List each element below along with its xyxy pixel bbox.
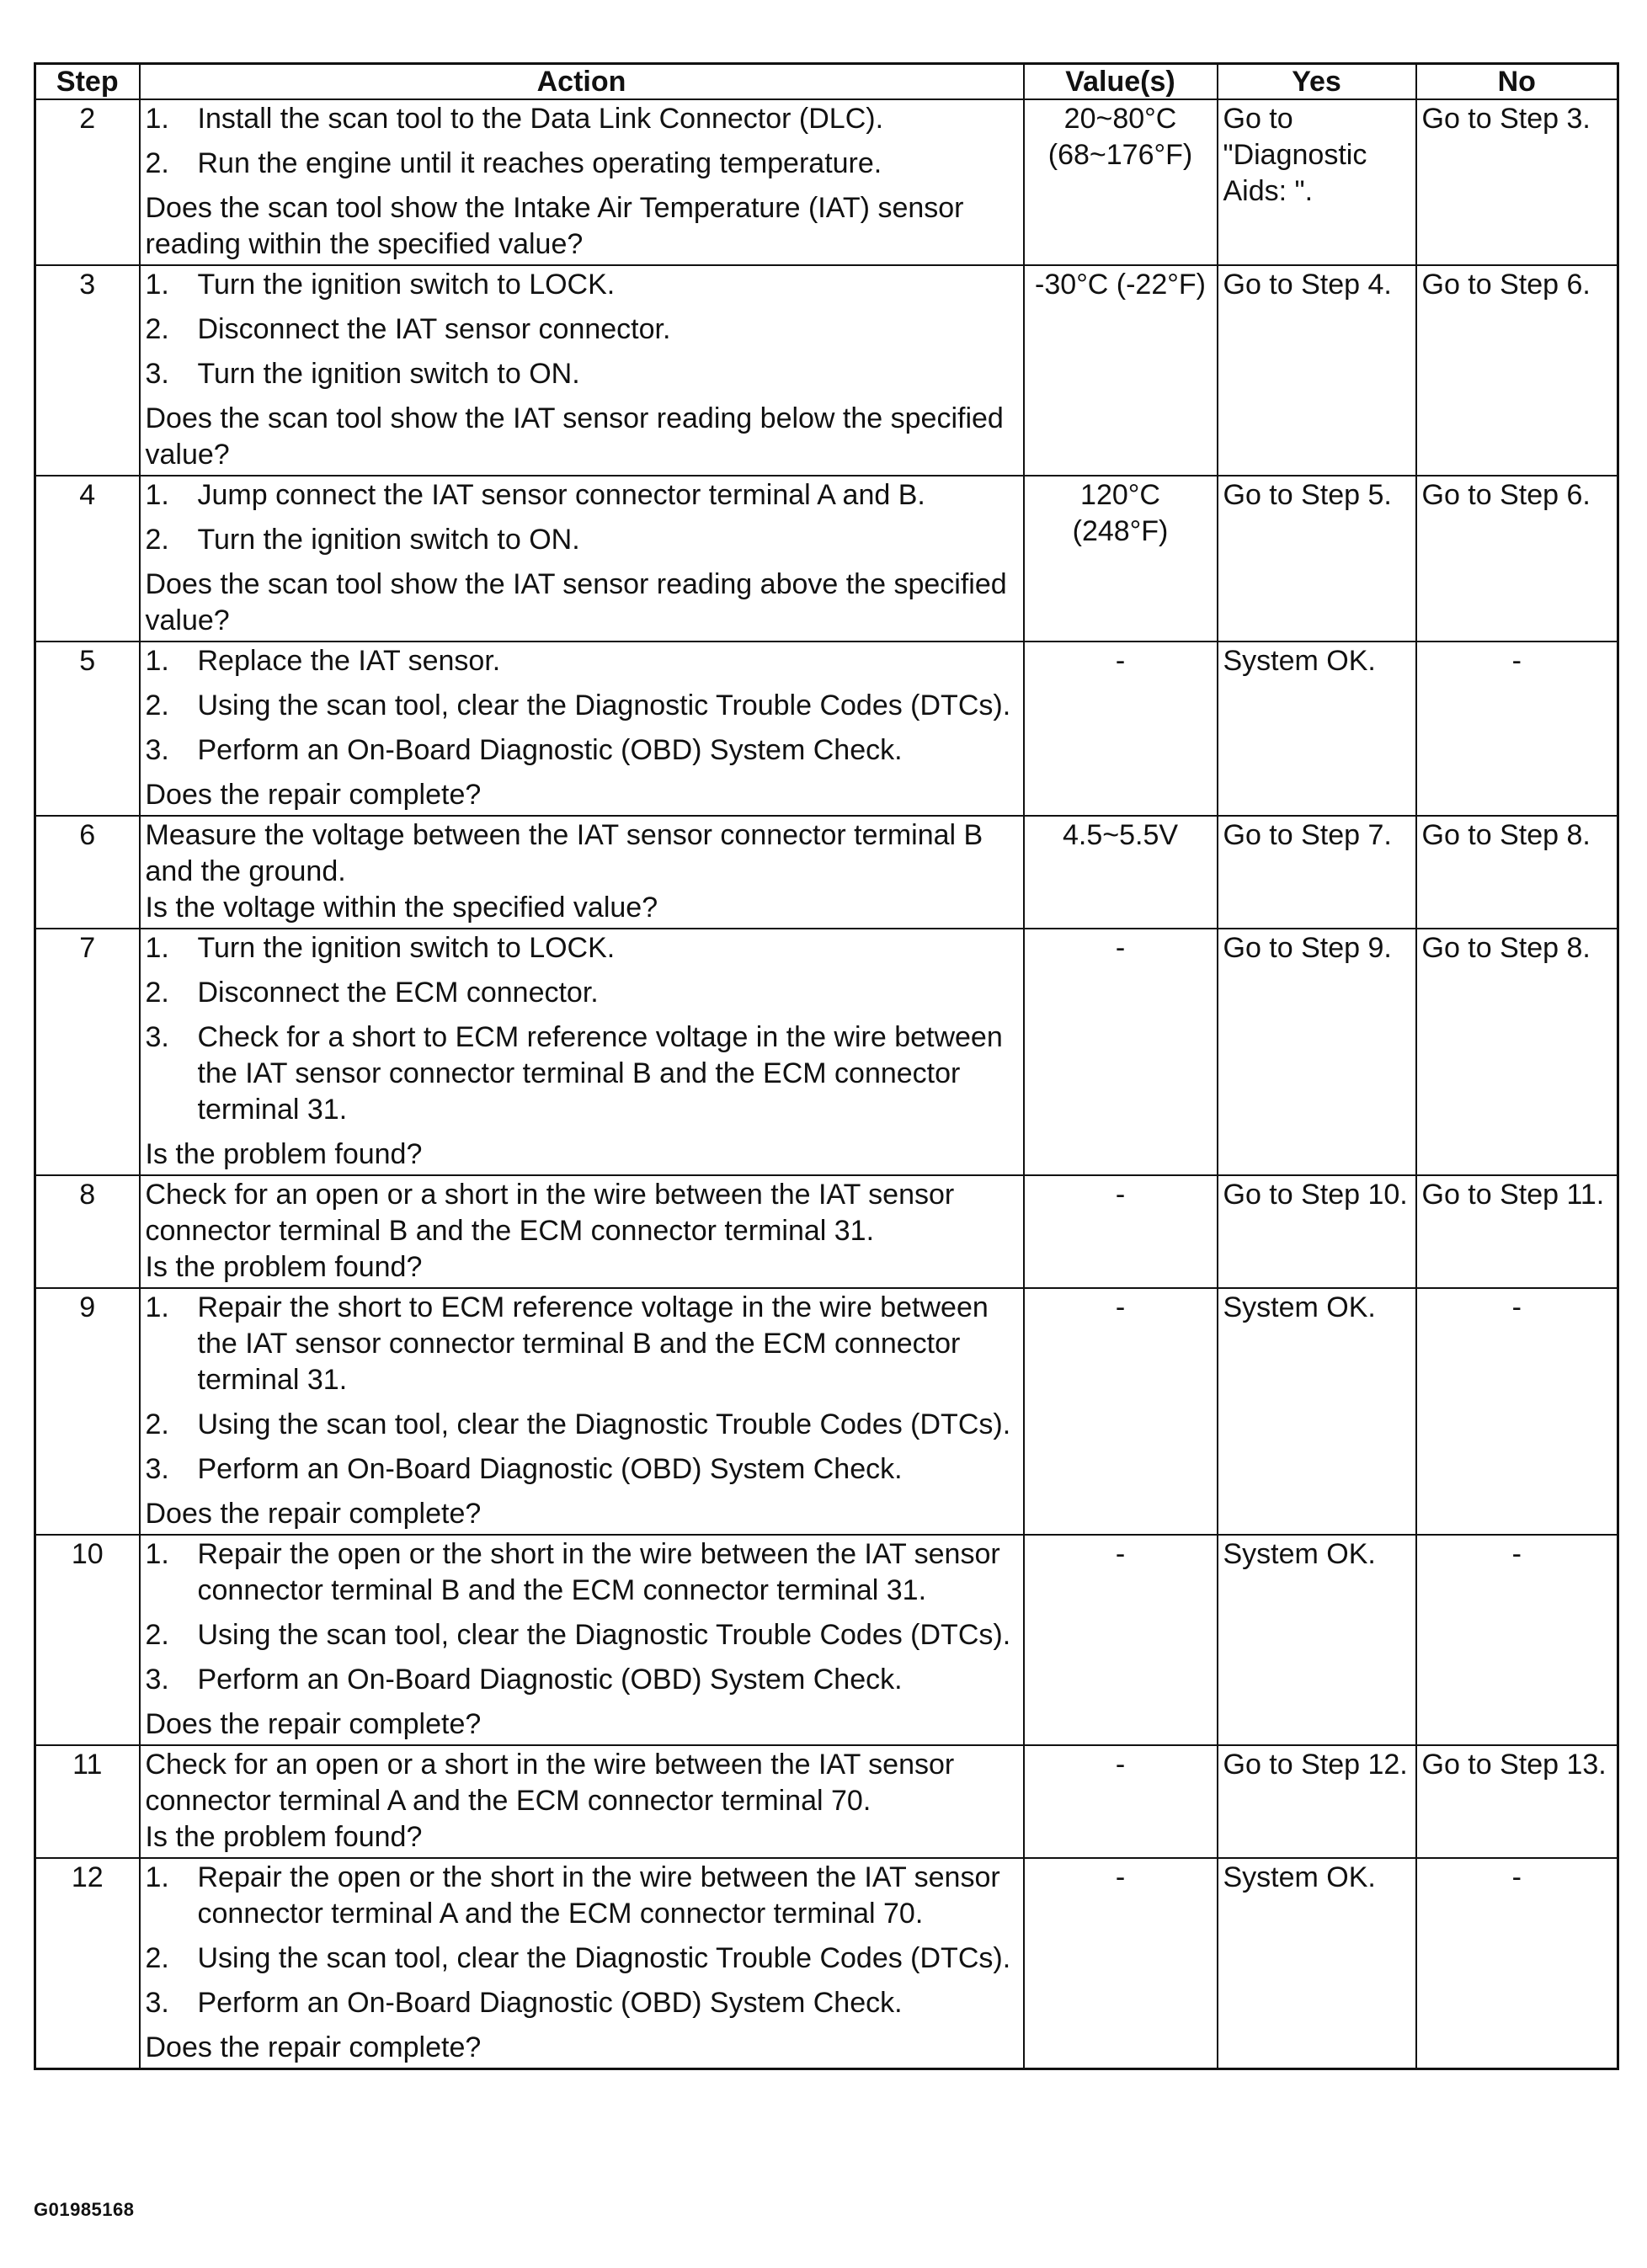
action-item-text: Turn the ignition switch to ON. <box>197 358 580 390</box>
action-item-number: 3. <box>145 1021 169 1053</box>
action-item <box>146 1407 1018 1443</box>
specified-value: - <box>1024 929 1218 1175</box>
action-cell <box>140 99 1024 265</box>
action-item-text: Jump connect the IAT sensor connector terminal A and B. <box>197 479 925 511</box>
action-cell <box>140 265 1024 476</box>
action-cell <box>140 642 1024 816</box>
action-item <box>146 930 1018 966</box>
no-result: Go to Step 6. <box>1416 265 1618 476</box>
step-number: 6 <box>35 816 140 929</box>
no-result: Go to Step 3. <box>1416 99 1618 265</box>
action-item-number: 3. <box>145 1453 169 1485</box>
action-list <box>146 477 1018 558</box>
yes-result: Go to Step 12. <box>1218 1745 1416 1858</box>
action-item-text: Disconnect the IAT sensor connector. <box>197 313 671 345</box>
yes-result: Go to Step 4. <box>1218 265 1416 476</box>
action-item <box>146 311 1018 348</box>
action-question: Does the repair complete? <box>145 1498 482 1530</box>
table-row <box>35 816 1618 929</box>
no-result: Go to Step 8. <box>1416 929 1618 1175</box>
table-row <box>35 1288 1618 1535</box>
action-item-text: Replace the IAT sensor. <box>197 645 501 677</box>
table-body <box>35 99 1618 2069</box>
no-result: Go to Step 6. <box>1416 476 1618 642</box>
table-row <box>35 1858 1618 2069</box>
action-item-text: Perform an On-Board Diagnostic (OBD) System Check. <box>197 1453 903 1485</box>
action-item <box>146 146 1018 182</box>
no-result: Go to Step 11. <box>1416 1175 1618 1288</box>
specified-value: - <box>1024 1175 1218 1288</box>
header-values: Value(s) <box>1024 64 1218 100</box>
action-cell <box>140 1858 1024 2069</box>
action-item-number: 1. <box>145 269 169 301</box>
action-item-number: 1. <box>145 1538 169 1570</box>
step-number: 3 <box>35 265 140 476</box>
action-item-text: Repair the open or the short in the wire between the IAT sensor connector terminal A and the ECM connector terminal 70. <box>197 1861 1000 1930</box>
action-item <box>146 1617 1018 1653</box>
action-item <box>146 1290 1018 1398</box>
specified-value: -30°C (-22°F) <box>1024 265 1218 476</box>
action-item <box>146 267 1018 303</box>
no-result: - <box>1416 1858 1618 2069</box>
header-yes: Yes <box>1218 64 1416 100</box>
action-question: Does the repair complete? <box>145 2031 482 2063</box>
action-list <box>146 1290 1018 1488</box>
no-result: Go to Step 8. <box>1416 816 1618 929</box>
action-cell <box>140 1175 1024 1288</box>
action-item-number: 3. <box>145 1987 169 2019</box>
action-cell <box>140 476 1024 642</box>
action-item-number: 2. <box>145 1408 169 1440</box>
action-item-number: 2. <box>145 1942 169 1974</box>
specified-value: 4.5~5.5V <box>1024 816 1218 929</box>
header-no: No <box>1416 64 1618 100</box>
yes-result: Go to "Diagnostic Aids: ". <box>1218 99 1416 265</box>
action-item-number: 3. <box>145 734 169 766</box>
action-cell <box>140 929 1024 1175</box>
specified-value: - <box>1024 1288 1218 1535</box>
diagnostic-table-container <box>34 62 1617 2070</box>
specified-value: - <box>1024 642 1218 816</box>
action-item-text: Turn the ignition switch to ON. <box>197 524 580 556</box>
action-item-number: 1. <box>145 645 169 677</box>
action-item-number: 3. <box>145 358 169 390</box>
action-item-number: 1. <box>145 932 169 964</box>
action-list <box>146 643 1018 769</box>
action-item <box>146 1451 1018 1488</box>
action-list <box>146 1860 1018 2021</box>
yes-result: System OK. <box>1218 1288 1416 1535</box>
specified-value: - <box>1024 1535 1218 1745</box>
action-question: Does the scan tool show the Intake Air Temperature (IAT) sensor reading within the specified value? <box>145 192 964 260</box>
specified-value: - <box>1024 1858 1218 2069</box>
action-item-text: Perform an On-Board Diagnostic (OBD) System Check. <box>197 1664 903 1696</box>
yes-result: Go to Step 10. <box>1218 1175 1416 1288</box>
step-number: 10 <box>35 1535 140 1745</box>
action-question: Does the repair complete? <box>145 779 482 811</box>
action-list <box>146 267 1018 392</box>
action-cell <box>140 1745 1024 1858</box>
action-item-text: Disconnect the ECM connector. <box>197 977 599 1009</box>
action-item <box>146 1985 1018 2021</box>
step-number: 5 <box>35 642 140 816</box>
table-row <box>35 265 1618 476</box>
action-item-text: Install the scan tool to the Data Link Connector (DLC). <box>197 103 884 135</box>
action-list <box>146 930 1018 1128</box>
action-item-text: Turn the ignition switch to LOCK. <box>197 932 616 964</box>
action-item-number: 3. <box>145 1664 169 1696</box>
action-list <box>146 1536 1018 1698</box>
step-number: 8 <box>35 1175 140 1288</box>
action-item-text: Using the scan tool, clear the Diagnostic Trouble Codes (DTCs). <box>197 1619 1011 1651</box>
action-question: Does the repair complete? <box>145 1708 482 1740</box>
action-question: Does the scan tool show the IAT sensor reading above the specified value? <box>145 568 1007 636</box>
yes-result: System OK. <box>1218 1858 1416 2069</box>
action-item-text: Using the scan tool, clear the Diagnostic Trouble Codes (DTCs). <box>197 1942 1011 1974</box>
action-cell <box>140 1288 1024 1535</box>
yes-result: Go to Step 9. <box>1218 929 1416 1175</box>
action-item <box>146 522 1018 558</box>
yes-result: System OK. <box>1218 642 1416 816</box>
no-result: Go to Step 13. <box>1416 1745 1618 1858</box>
action-item <box>146 1662 1018 1698</box>
action-item <box>146 477 1018 514</box>
action-item <box>146 732 1018 769</box>
action-question: Is the problem found? <box>145 1138 423 1170</box>
action-item-text: Using the scan tool, clear the Diagnostic Trouble Codes (DTCs). <box>197 1408 1011 1440</box>
action-item-number: 1. <box>145 479 169 511</box>
action-item <box>146 1020 1018 1128</box>
table-row <box>35 1175 1618 1288</box>
step-number: 4 <box>35 476 140 642</box>
yes-result: Go to Step 5. <box>1218 476 1416 642</box>
action-item-text: Repair the open or the short in the wire between the IAT sensor connector terminal B and the ECM connector terminal 31. <box>197 1538 1000 1606</box>
action-list <box>146 101 1018 182</box>
action-item <box>146 101 1018 137</box>
specified-value: 120°C (248°F) <box>1024 476 1218 642</box>
action-question: Check for an open or a short in the wire between the IAT sensor connector terminal A and the ECM connector terminal 70. Is the problem found? <box>145 1749 955 1853</box>
action-question: Check for an open or a short in the wire between the IAT sensor connector terminal B and the ECM connector terminal 31. Is the problem found? <box>145 1179 955 1283</box>
yes-result: Go to Step 7. <box>1218 816 1416 929</box>
no-result: - <box>1416 1535 1618 1745</box>
no-result: - <box>1416 1288 1618 1535</box>
table-header <box>35 64 1618 100</box>
header-step: Step <box>35 64 140 100</box>
action-item-number: 2. <box>145 1619 169 1651</box>
action-item <box>146 1941 1018 1977</box>
yes-result: System OK. <box>1218 1535 1416 1745</box>
diagnostic-table <box>34 62 1619 2070</box>
step-number: 2 <box>35 99 140 265</box>
table-row <box>35 929 1618 1175</box>
action-item-number: 2. <box>145 524 169 556</box>
action-item-text: Perform an On-Board Diagnostic (OBD) System Check. <box>197 734 903 766</box>
action-item-number: 2. <box>145 313 169 345</box>
table-row <box>35 1745 1618 1858</box>
action-item-number: 2. <box>145 977 169 1009</box>
table-row <box>35 99 1618 265</box>
action-cell <box>140 1535 1024 1745</box>
step-number: 11 <box>35 1745 140 1858</box>
action-item-number: 1. <box>145 1861 169 1893</box>
action-item-text: Run the engine until it reaches operating temperature. <box>197 147 882 179</box>
action-cell <box>140 816 1024 929</box>
table-row <box>35 1535 1618 1745</box>
action-item-text: Using the scan tool, clear the Diagnostic Trouble Codes (DTCs). <box>197 689 1011 721</box>
action-item <box>146 643 1018 679</box>
action-question: Does the scan tool show the IAT sensor reading below the specified value? <box>145 402 1004 471</box>
document-code: G01985168 <box>34 2199 135 2220</box>
action-item <box>146 1536 1018 1609</box>
action-item-number: 2. <box>145 147 169 179</box>
specified-value: 20~80°C (68~176°F) <box>1024 99 1218 265</box>
action-item-text: Turn the ignition switch to LOCK. <box>197 269 616 301</box>
action-item-number: 1. <box>145 1291 169 1323</box>
action-item <box>146 975 1018 1011</box>
action-item-number: 1. <box>145 103 169 135</box>
action-item <box>146 1860 1018 1932</box>
action-item-text: Check for a short to ECM reference voltage in the wire between the IAT sensor connector terminal B and the ECM connector terminal 31. <box>197 1021 1003 1126</box>
action-item <box>146 688 1018 724</box>
action-question: Measure the voltage between the IAT sensor connector terminal B and the ground. Is the voltage within the specified value? <box>145 819 983 924</box>
header-action: Action <box>140 64 1024 100</box>
table-row <box>35 642 1618 816</box>
action-item-text: Perform an On-Board Diagnostic (OBD) System Check. <box>197 1987 903 2019</box>
step-number: 9 <box>35 1288 140 1535</box>
action-item <box>146 356 1018 392</box>
action-item-text: Repair the short to ECM reference voltage in the wire between the IAT sensor connector terminal B and the ECM connector terminal 31. <box>197 1291 989 1396</box>
step-number: 7 <box>35 929 140 1175</box>
step-number: 12 <box>35 1858 140 2069</box>
header-row <box>35 64 1618 100</box>
specified-value: - <box>1024 1745 1218 1858</box>
table-row <box>35 476 1618 642</box>
action-item-number: 2. <box>145 689 169 721</box>
no-result: - <box>1416 642 1618 816</box>
